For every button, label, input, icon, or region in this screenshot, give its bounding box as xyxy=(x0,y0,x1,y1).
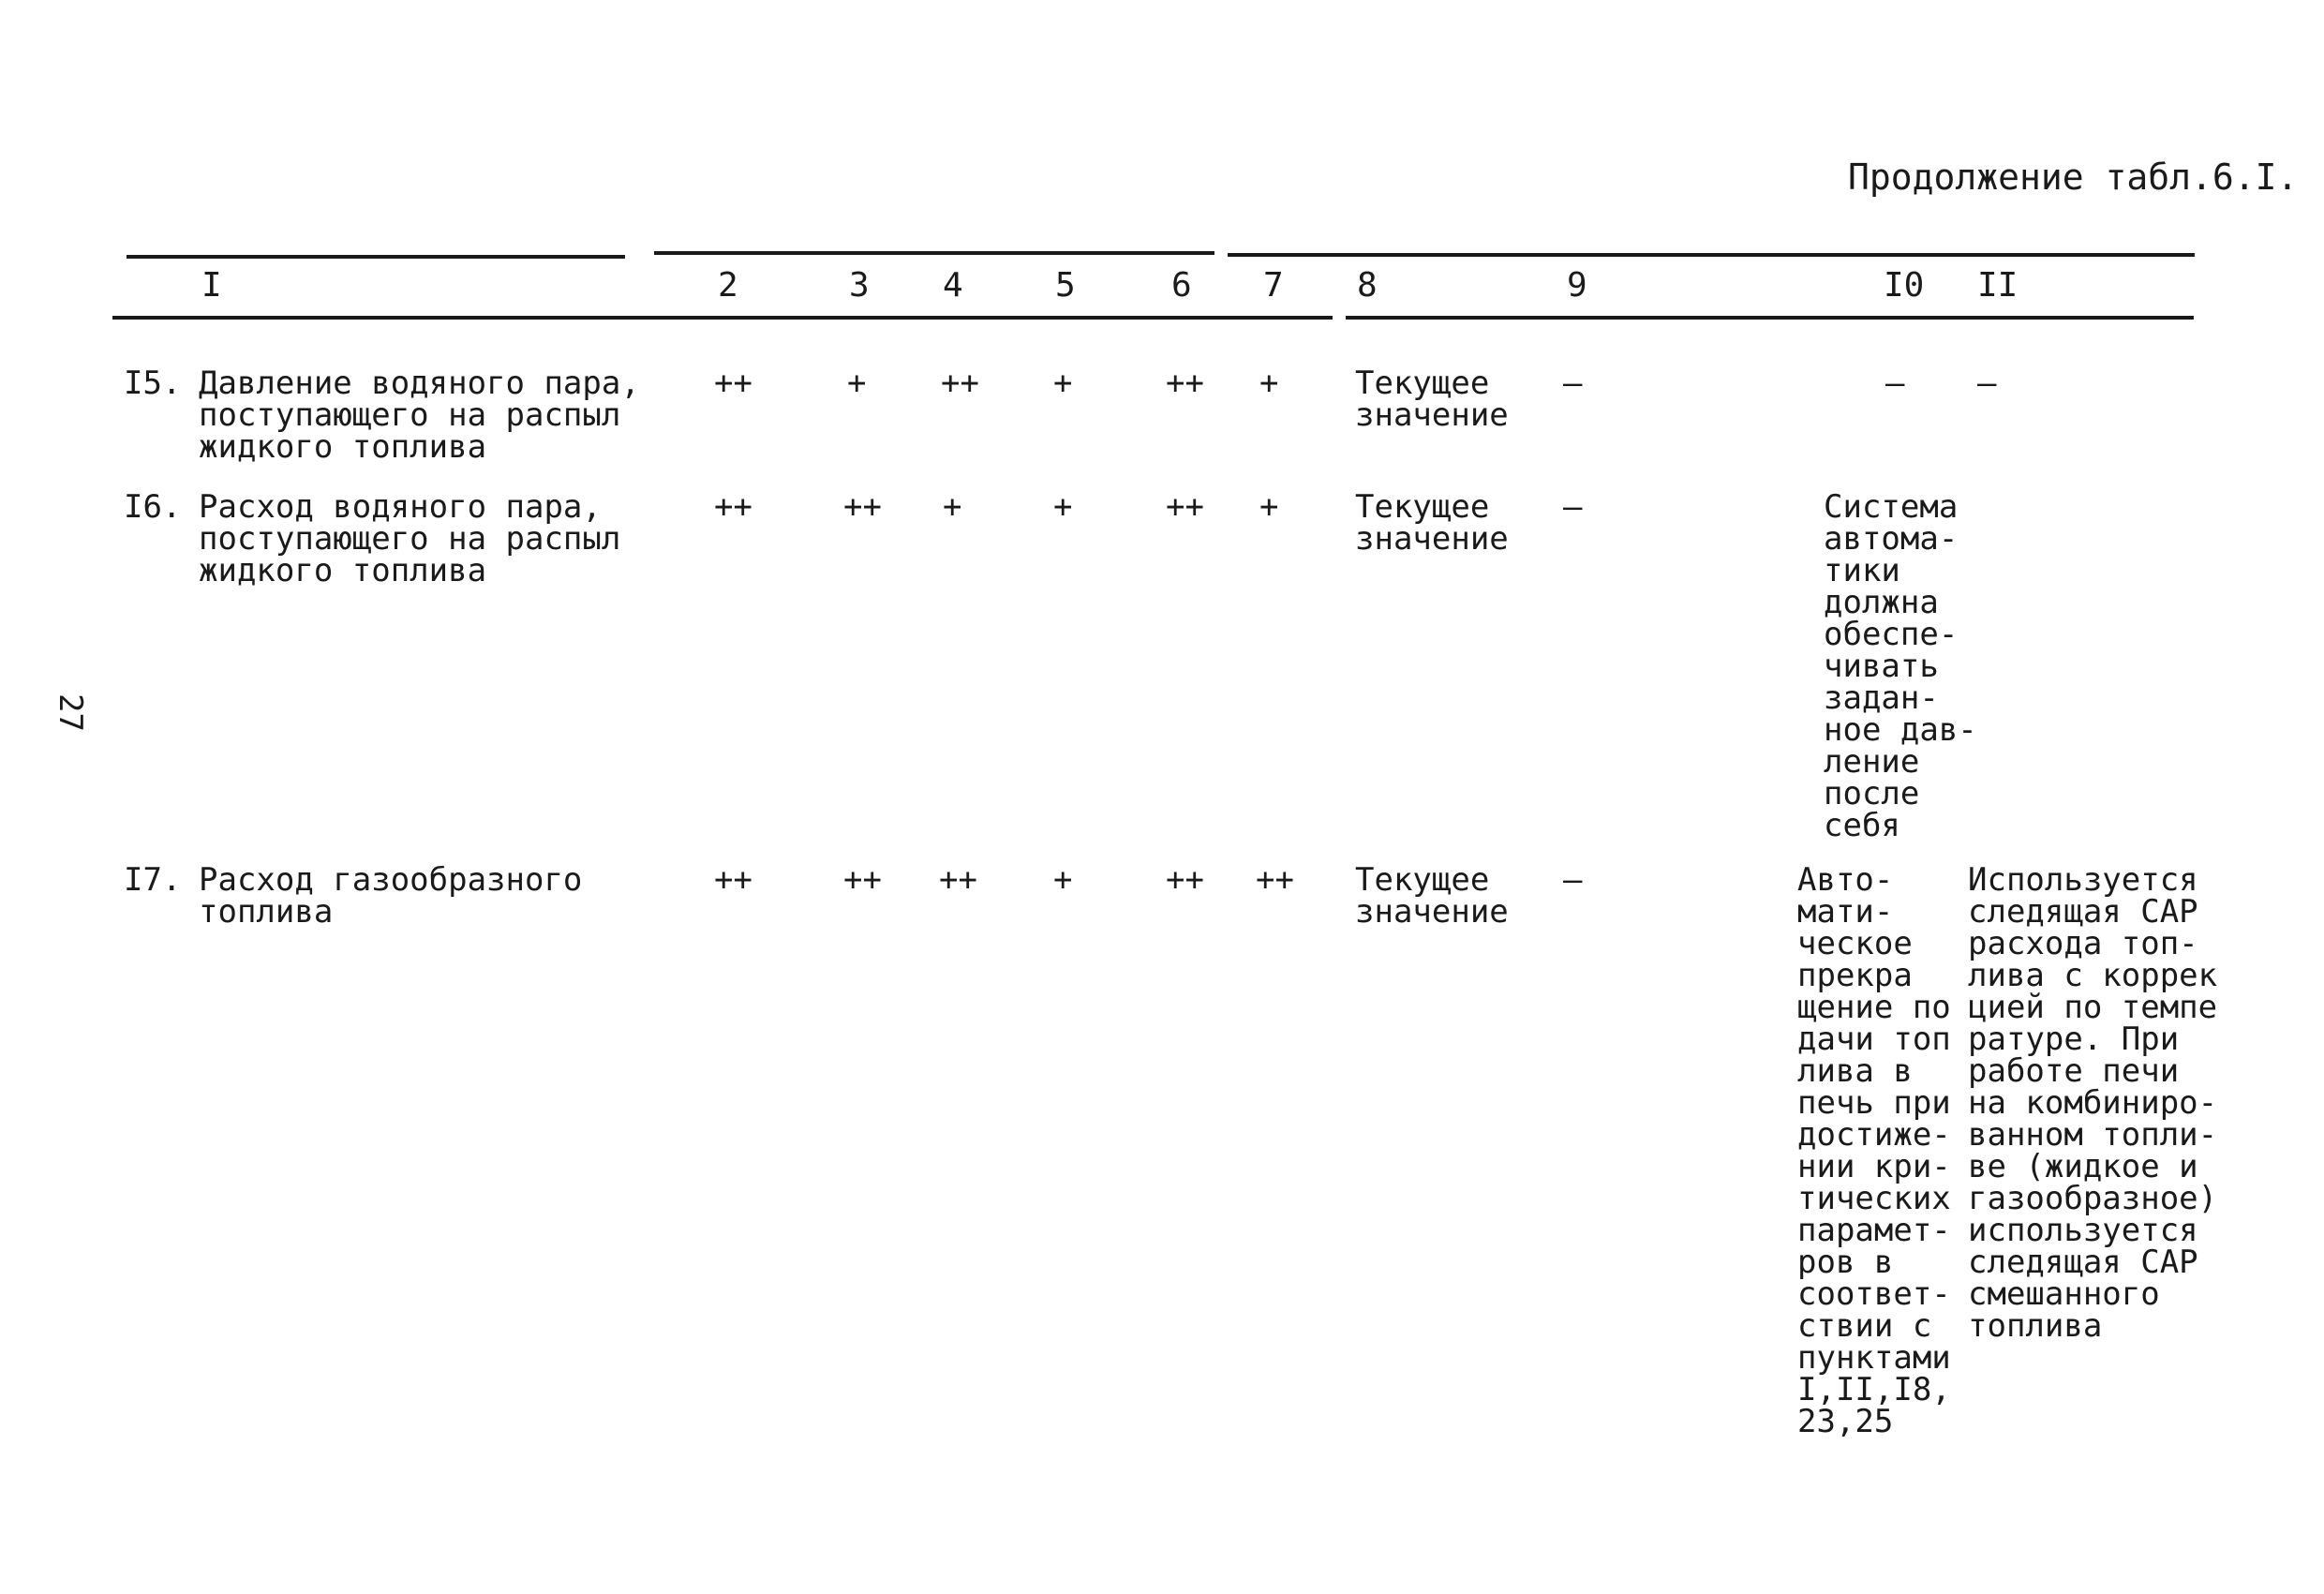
table-top-rule-1 xyxy=(127,255,625,259)
cell-col-7: ++ xyxy=(1256,861,1294,899)
cell-col-8: Текущее значение xyxy=(1355,861,1509,931)
cell-col-10: Авто- мати- ческое прекра щение по дачи топ лива в печь при достиже- нии кри- тических парамет- ров в соответ- ствии с пунктами I,II,I8, 23,25 xyxy=(1797,861,1951,1440)
cell-col-10: Система автома- тики должна обеспе- чивать задан- ное дав- ление после себя xyxy=(1824,488,1977,844)
cell-col-3: ++ xyxy=(843,861,882,899)
header-col-11: II xyxy=(1977,266,2019,305)
row-number: I6. xyxy=(124,488,182,526)
cell-col-9: – xyxy=(1563,488,1583,526)
row-number: I7. xyxy=(124,861,182,899)
cell-col-4: ++ xyxy=(941,365,979,402)
parameter-name: Расход газообразного топлива xyxy=(199,861,583,931)
cell-col-2: ++ xyxy=(714,365,752,402)
header-col-2: 2 xyxy=(718,266,738,305)
cell-col-6: ++ xyxy=(1166,488,1204,526)
cell-col-9: – xyxy=(1563,365,1583,402)
table-top-rule-3 xyxy=(1228,253,2195,257)
cell-col-11: – xyxy=(1977,365,1997,402)
header-col-9: 9 xyxy=(1567,266,1587,305)
header-bottom-rule-1 xyxy=(112,316,1333,320)
header-col-3: 3 xyxy=(849,266,870,305)
cell-col-4: ++ xyxy=(939,861,977,899)
continuation-title: Продолжение табл.6.I. xyxy=(1848,156,2299,198)
header-col-4: 4 xyxy=(943,266,963,305)
cell-col-11: Используется следящая САР расхода топ- лива с коррек цией по темпе ратуре. При работе печи на комбиниро- ванном топли- ве (жидкое и газообразное) используется следящая САР смешанного топлива xyxy=(1968,861,2218,1345)
header-bottom-rule-2 xyxy=(1346,316,2194,320)
cell-col-6: ++ xyxy=(1166,861,1204,899)
cell-col-5: + xyxy=(1053,365,1073,402)
header-col-8: 8 xyxy=(1357,266,1378,305)
cell-col-6: ++ xyxy=(1166,365,1204,402)
cell-col-2: ++ xyxy=(714,861,752,899)
cell-col-10: – xyxy=(1885,365,1905,402)
cell-col-5: + xyxy=(1053,488,1073,526)
parameter-name: Давление водяного пара, поступающего на распыл жидкого топлива xyxy=(199,365,640,466)
header-col-7: 7 xyxy=(1263,266,1284,305)
header-col-6: 6 xyxy=(1171,266,1192,305)
cell-col-7: + xyxy=(1259,488,1279,526)
cell-col-3: + xyxy=(847,365,867,402)
table-top-rule-2 xyxy=(654,251,1214,255)
parameter-name: Расход водяного пара, поступающего на распыл жидкого топлива xyxy=(199,488,621,589)
cell-col-3: ++ xyxy=(843,488,882,526)
cell-col-8: Текущее значение xyxy=(1355,365,1509,434)
header-col-10: I0 xyxy=(1884,266,1925,305)
row-number: I5. xyxy=(124,365,182,402)
cell-col-2: ++ xyxy=(714,488,752,526)
side-page-mark: 27 xyxy=(52,693,89,732)
cell-col-7: + xyxy=(1259,365,1279,402)
header-col-1: I xyxy=(201,266,222,305)
header-col-5: 5 xyxy=(1055,266,1076,305)
cell-col-9: – xyxy=(1563,861,1583,899)
cell-col-5: + xyxy=(1053,861,1073,899)
cell-col-8: Текущее значение xyxy=(1355,488,1509,558)
cell-col-4: + xyxy=(943,488,962,526)
